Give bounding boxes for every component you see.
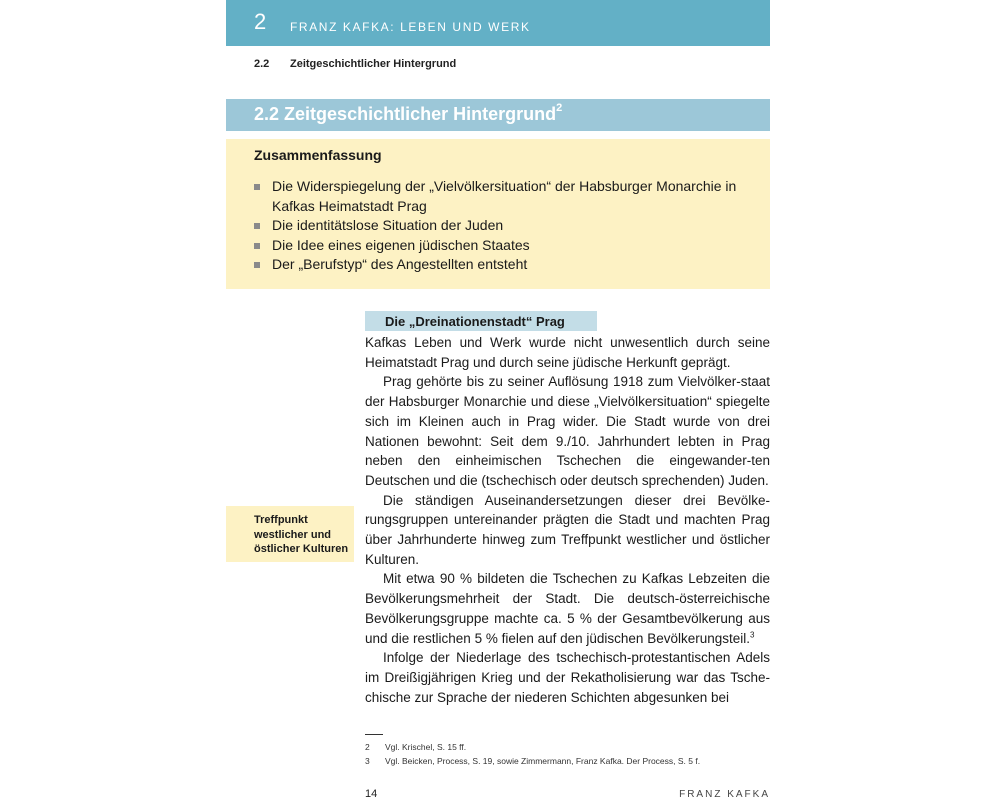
footnote: 3 Vgl. Beicken, Process, S. 19, sowie Zimmermann, Franz Kafka. Der Process, S. 5 f. (365, 756, 701, 766)
paragraph: Mit etwa 90 % bildeten die Tschechen zu Kafkas Lebzeiten die Bevölkerungsmehrheit der Stadt. Die deutsch-österreichische Bevölkerungsgruppe machte ca. 5 % der Gesamtbevölkerung aus und die restlichen 5 % fielen auf den jüdischen Bevölkerungsteil.$^3$ (365, 571, 770, 646)
section-heading (226, 99, 770, 131)
summary-item: Die identitätslose Situation der Juden (254, 216, 764, 236)
running-head-number: 2.2 (254, 58, 270, 70)
body-text (365, 333, 770, 707)
footnotes (365, 740, 770, 768)
summary-list (254, 177, 764, 275)
paragraph: Kafkas Leben und Werk wurde nicht unwesentlich durch seine Heimatstadt Prag und durch seine jüdische Herkunft geprägt. (365, 335, 770, 370)
running-head (254, 58, 456, 70)
margin-note: Treffpunkt westlicher und östlicher Kulturen (226, 506, 354, 562)
footnote: 2 Vgl. Krischel, S. 15 ff. (365, 742, 467, 752)
section-footnote-ref: 2 (556, 102, 563, 114)
paragraph: Die ständigen Auseinandersetzungen dieser drei Bevölke-rungsgruppen untereinander prägten die Stadt und machten Prag über Jahrhunderte hinweg zum Treffpunkt westlicher und östlicher Kulturen. (365, 492, 770, 567)
footnote-ref: 3 (750, 630, 755, 640)
subheading: Die „Dreinationenstadt“ Prag (365, 311, 597, 331)
square-bullet-icon (254, 223, 260, 229)
summary-box (226, 139, 770, 289)
summary-title: Zusammenfassung (254, 147, 382, 163)
square-bullet-icon (254, 262, 260, 268)
summary-item: Der „Berufstyp“ des Angestellten entsteht (254, 255, 764, 275)
chapter-header (226, 0, 770, 46)
paragraph: Infolge der Niederlage des tschechisch-protestantischen Adels im Dreißigjährigen Krieg und der Rekatholisierung war das Tsche-chische zur Sprache der niederen Schichten abgesunken bei (365, 650, 770, 705)
footnote-divider (365, 734, 383, 735)
summary-item: Die Widerspiegelung der „Vielvölkersituation“ der Habsburger Monarchie in Kafkas Heimatstadt Prag (254, 177, 764, 216)
chapter-number: 2 (254, 9, 267, 34)
section-number: 2.2 (254, 104, 280, 124)
running-head-title: Zeitgeschichtlicher Hintergrund (290, 58, 457, 70)
page-number: 14 (365, 788, 378, 800)
section-title: Zeitgeschichtlicher Hintergrund (284, 104, 557, 124)
square-bullet-icon (254, 184, 260, 190)
paragraph: Prag gehörte bis zu seiner Auflösung 1918 zum Vielvölker-staat der Habsburger Monarchie und diese „Vielvölkersituation“ spiegelte sich im Kleinen auch in Prag wider. Die Stadt wurde von drei Nationen bewohnt: Seit dem 9./10. Jahrhundert lebten in Prag neben den einheimischen Tschechen die eingewander-ten Deutschen und die (tschechisch oder deutsch sprechenden) Juden. (365, 374, 770, 488)
footer-book-title: FRANZ KAFKA (679, 789, 770, 800)
square-bullet-icon (254, 243, 260, 249)
chapter-title: FRANZ KAFKA: LEBEN UND WERK (290, 20, 531, 34)
summary-item: Die Idee eines eigenen jüdischen Staates (254, 236, 764, 256)
section-heading-text (254, 104, 562, 125)
